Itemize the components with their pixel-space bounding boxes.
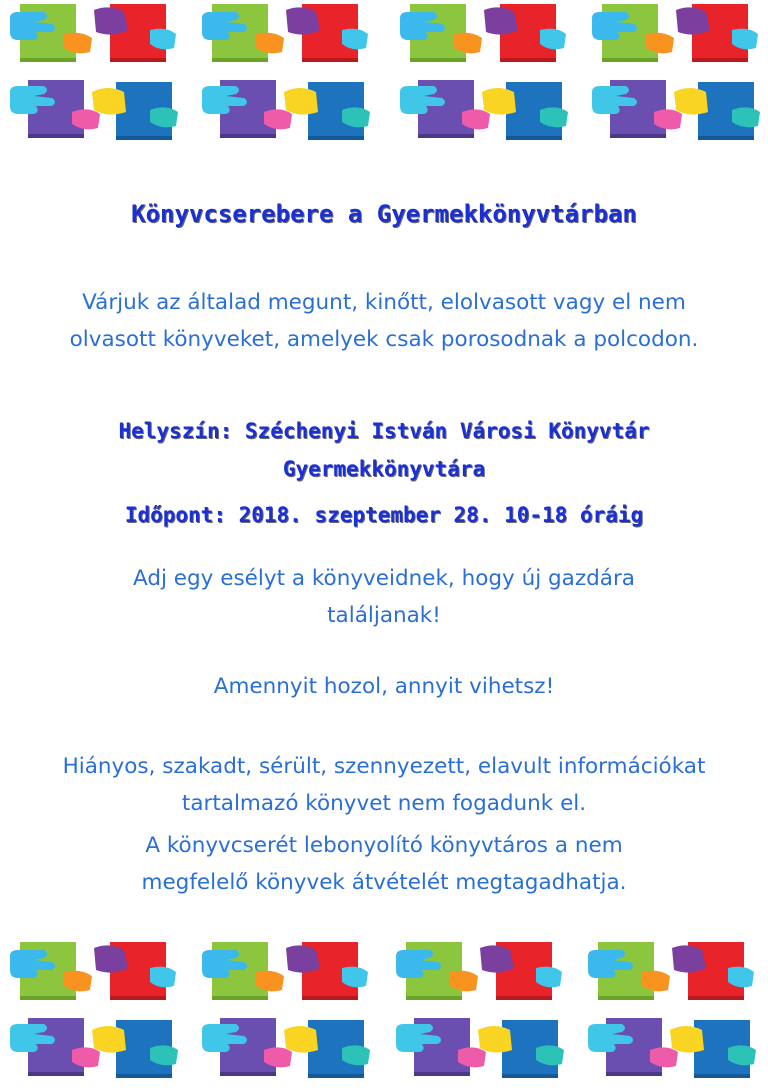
encourage-paragraph: Adj egy esélyt a könyveidnek, hogy új gazdára találjanak! bbox=[133, 566, 635, 628]
rule-paragraph-2: A könyvcserét lebonyolító könyvtáros a nem megfelelő könyvek átvételét megtagadhatja. bbox=[141, 833, 627, 895]
location-line: Helyszín: Széchenyi István Városi Könyvtár Gyermekkönyvtára bbox=[118, 419, 650, 481]
rule-paragraph-1: Hiányos, szakadt, sérült, szennyezett, elavult információkat tartalmazó könyvet nem fogadunk el. bbox=[62, 754, 706, 816]
slogan-line: Amennyit hozol, annyit vihetsz! bbox=[213, 674, 555, 699]
time-line: Időpont: 2018. szeptember 28. 10-18 óráig bbox=[124, 503, 644, 527]
intro-paragraph: Várjuk az általad megunt, kinőtt, elolvasott vagy el nem olvasott könyveket, amelyek csak porosodnak a polcodon. bbox=[69, 290, 699, 352]
decorative-book-border-top bbox=[0, 0, 768, 150]
page-title: Könyvcserebere a Gyermekkönyvtárban bbox=[131, 200, 637, 228]
decorative-book-border-bottom bbox=[0, 938, 768, 1088]
